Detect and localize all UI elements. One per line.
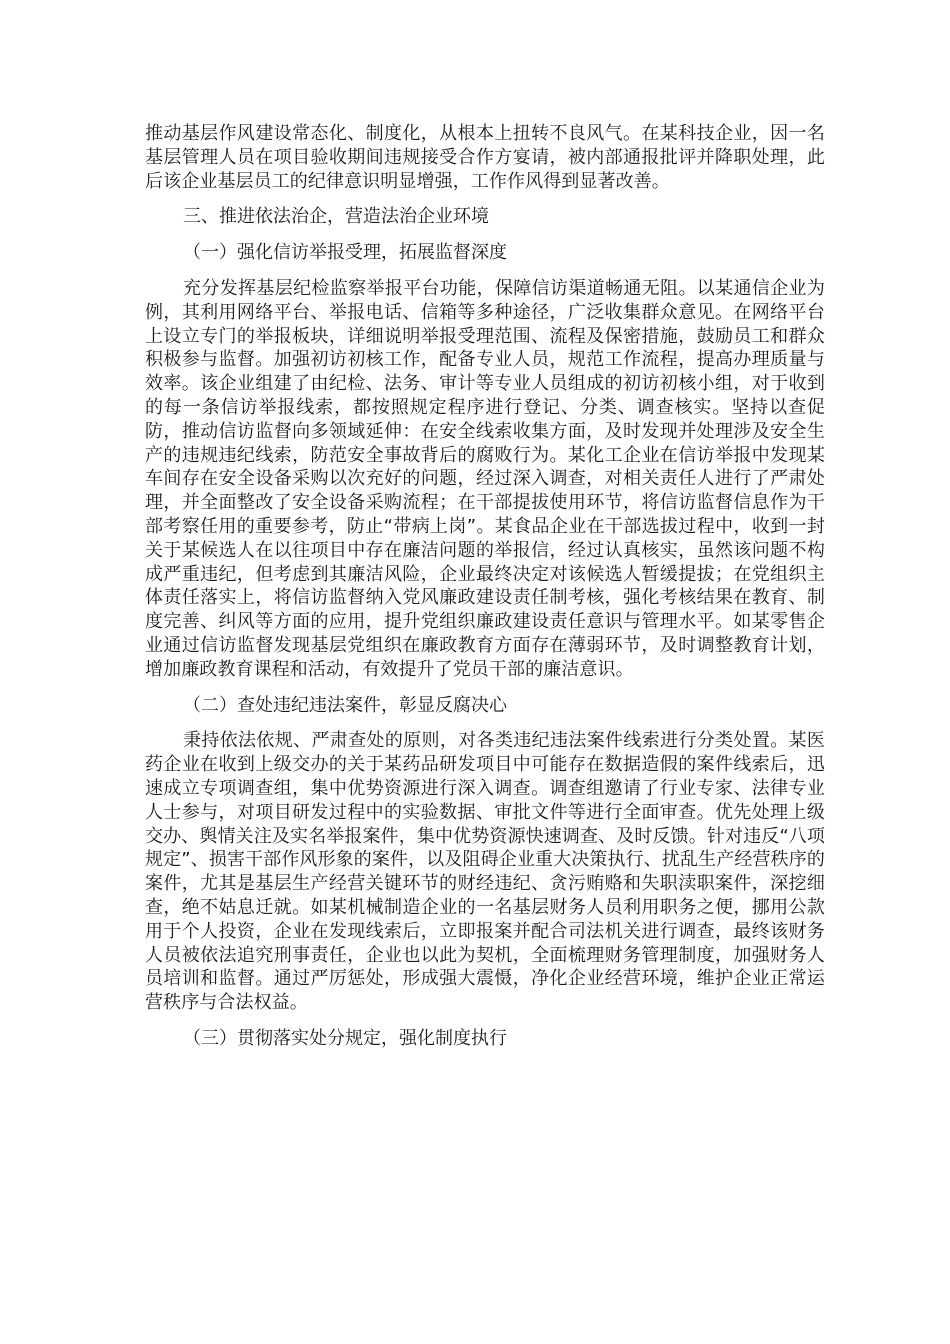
section-3-title: 三、推进依法治企，营造法治企业环境	[183, 206, 489, 228]
document-body	[145, 122, 825, 1051]
subsection-3-title: （三）贯彻落实处分规定，强化制度执行	[183, 1027, 507, 1049]
subsection-2-title: （二）查处违纪违法案件，彰显反腐决心	[183, 694, 507, 716]
subsection-1-title: （一）强化信访举报受理，拓展监督深度	[183, 242, 507, 264]
subsection-1-paragraph: 充分发挥基层纪检监察举报平台功能，保障信访渠道畅通无阻。以某通信企业为例，其利用网络平台、举报电话、信箱等多种途径，广泛收集群众意见。在网络平台上设立专门的举报板块，详细说明举报受理范围、流程及保密措施，鼓励员工和群众积极参与监督。加强初访初核工作，配备专业人员，规范工作流程，提高办理质量与效率。该企业组建了由纪检、法务、审计等专业人员组成的初访初核小组，对于收到的每一条信访举报线索，都按照规定程序进行登记、分类、调查核实。坚持以查促防，推动信访监督向多领域延伸：在安全线索收集方面，及时发现并处理涉及安全生产的违规违纪线索，防范安全事故背后的腐败行为。某化工企业在信访举报中发现某车间存在安全设备采购以次充好的问题，经过深入调查，对相关责任人进行了严肃处理，并全面整改了安全设备采购流程；在干部提拔使用环节，将信访监督信息作为干部考察任用的重要参考，防止“带病上岗”。某食品企业在干部选拔过程中，收到一封关于某候选人在以往项目中存在廉洁问题的举报信，经过认真核实，虽然该问题不构成严重违纪，但考虑到其廉洁风险，企业最终决定对该候选人暂缓提拔；在党组织主体责任落实上，将信访监督纳入党风廉政建设责任制考核，强化考核结果在教育、制度完善、纠风等方面的应用，提升党组织廉政建设责任意识与管理水平。如某零售企业通过信访监督发现基层党组织在廉政教育方面存在薄弱环节，及时调整教育计划，增加廉政教育课程和活动，有效提升了党员干部的廉洁意识。	[145, 277, 825, 680]
intro-paragraph: 推动基层作风建设常态化、制度化，从根本上扭转不良风气。在某科技企业，因一名基层管理人员在项目验收期间违规接受合作方宴请，被内部通报批评并降职处理，此后该企业基层员工的纪律意识明显增强，工作作风得到显著改善。	[145, 123, 825, 192]
subsection-2-paragraph: 秉持依法依规、严肃查处的原则，对各类违纪违法案件线索进行分类处置。某医药企业在收到上级交办的关于某药品研发项目中可能存在数据造假的案件线索后，迅速成立专项调查组，集中优势资源进行深入调查。调查组邀请了行业专家、法律专业人士参与，对项目研发过程中的实验数据、审批文件等进行全面审查。优先处理上级交办、舆情关注及实名举报案件，集中优势资源快速调查、及时反馈。针对违反“八项规定”、损害干部作风形象的案件，以及阻碍企业重大决策执行、扰乱生产经营秩序的案件，尤其是基层生产经营关键环节的财经违纪、贪污贿赂和失职渎职案件，深挖细查，绝不姑息迁就。如某机械制造企业的一名基层财务人员利用职务之便，挪用公款用于个人投资，企业在发现线索后，立即报案并配合司法机关进行调查，最终该财务人员被依法追究刑事责任，企业也以此为契机，全面梳理财务管理制度，加强财务人员培训和监督。通过严厉惩处，形成强大震慑，净化企业经营环境，维护企业正常运营秩序与合法权益。	[145, 730, 825, 1014]
